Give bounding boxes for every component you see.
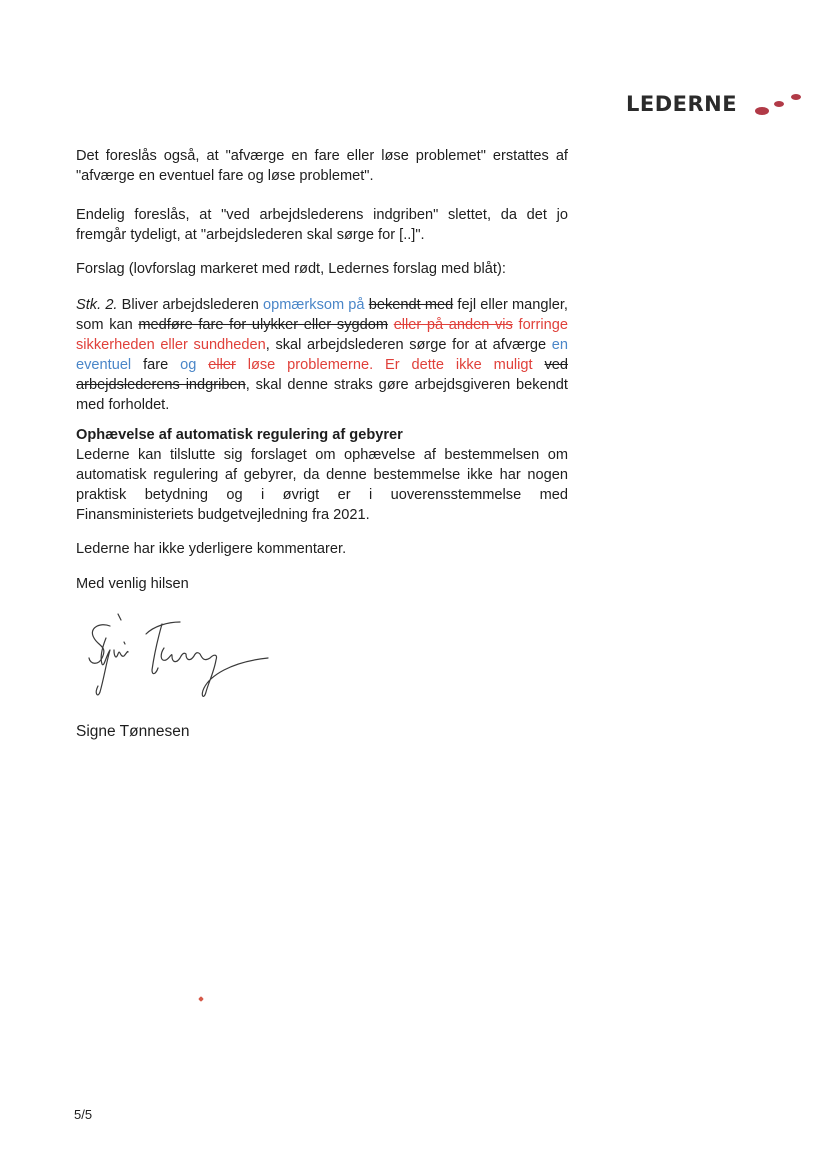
text-run — [533, 357, 545, 373]
text-run: Bliver arbejdslederen — [117, 297, 264, 313]
ledernes-deletion: bekendt med — [368, 297, 454, 313]
logo-dots-icon — [754, 90, 804, 118]
ledernes-insertion: opmærksom på — [263, 297, 365, 313]
signer-name: Signe Tønnesen — [76, 723, 190, 740]
bill-deletion: medføre fare for ulykker eller sygdom — [138, 317, 389, 333]
lederne-logo — [626, 90, 806, 120]
handwritten-signature — [80, 608, 270, 703]
stk-label: Stk. 2. — [76, 297, 118, 313]
bill-insertion: forringe sikkerheden eller sundheden — [76, 317, 568, 353]
scan-artifact — [198, 996, 204, 1002]
text-run: fejl eller mangler, som kan — [76, 297, 568, 333]
text-run: fare — [131, 357, 181, 373]
section-heading: Ophævelse af automatisk regulering af gebyrer — [76, 427, 403, 443]
text-run: , skal arbejdslederen sørge for at afværge — [265, 337, 552, 353]
paragraph-replace-proposal: Det foreslås også, at "afværge en fare eller løse problemet" erstattes af "afværge en eventuel fare og løse problemet". — [76, 148, 568, 184]
text-run — [236, 357, 248, 373]
bill-insertion: løse problemerne. Er dette ikke muligt — [247, 357, 533, 373]
stk2-paragraph — [76, 295, 568, 415]
no-further-comments: Lederne har ikke yderligere kommentarer. — [76, 541, 347, 557]
text-run: , skal denne straks gøre arbejdsgiveren bekendt med forholdet. — [76, 377, 568, 413]
text-run — [196, 357, 208, 373]
fees-paragraph: Lederne kan tilslutte sig forslaget om ophævelse af bestemmelsen om automatisk regulering af gebyrer, da denne bestemmelse ikke har nogen praktisk betydning og i øvrigt er i uoverensstemmelse med Finansministeriets budgetvejledning fra 2021. — [76, 447, 568, 523]
bill-deletion: ved arbejdslederens indgriben — [76, 357, 569, 393]
paragraph-delete-proposal: Endelig foreslås, at "ved arbejdslederens indgriben" slettet, da det jo fremgår tydeligt, at "arbejdslederen skal sørge for [..]". — [76, 207, 568, 243]
bill-insertion-deleted: eller på anden vis — [393, 317, 513, 333]
ledernes-insertion: og — [180, 357, 197, 373]
logo-wordmark: LEDERNE — [626, 92, 738, 116]
bill-insertion-deleted: eller — [208, 357, 236, 373]
page-number: 5/5 — [74, 1107, 93, 1122]
paragraph-proposal-intro: Forslag (lovforslag markeret med rødt, Ledernes forslag med blåt): — [76, 261, 506, 277]
ledernes-insertion: en eventuel — [76, 337, 569, 373]
greeting: Med venlig hilsen — [76, 576, 189, 592]
